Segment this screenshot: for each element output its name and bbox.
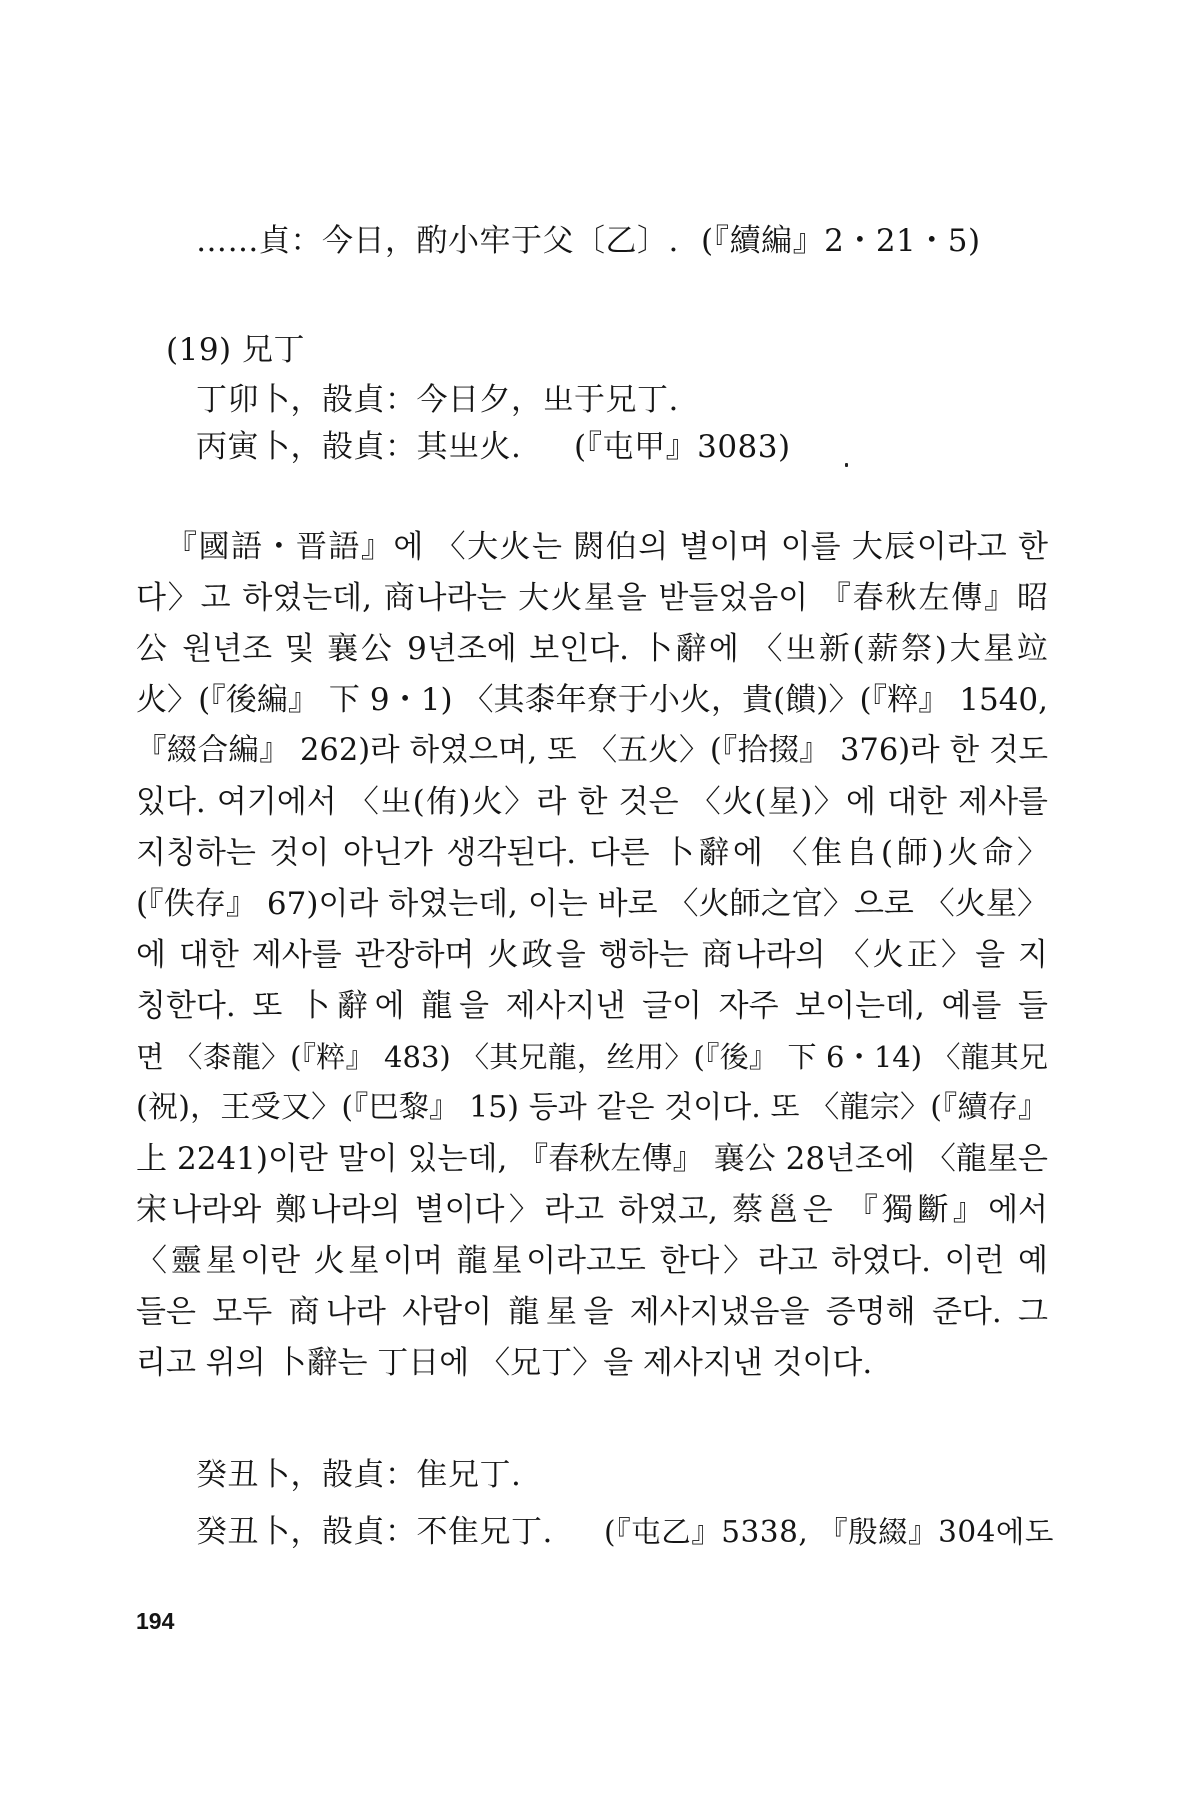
inscription-line: 癸丑卜，㱿貞：隹兄丁. xyxy=(196,1457,522,1493)
paragraph-line: 宋나라와 鄭나라의 별이다〉라고 하였고, 蔡邕은 『獨斷』에서 xyxy=(136,1192,1048,1228)
paragraph-line: 火〉(『後編』 下 9・1) 〈其桼年尞于小火，貴(饋)〉(『粹』 1540, xyxy=(136,682,1048,718)
paragraph-line: 『國語・晋語』에 〈大火는 閼伯의 별이며 이를 大辰이라고 한 xyxy=(166,529,1048,565)
paragraph-line: 〈靈星이란 火星이며 龍星이라고도 한다〉라고 하였다. 이런 예 xyxy=(136,1243,1048,1279)
paragraph-line: 에 대한 제사를 관장하며 火政을 행하는 商나라의 〈火正〉을 지 xyxy=(136,937,1048,973)
paragraph-line: (『佚存』 67)이라 하였는데, 이는 바로 〈火師之官〉으로 〈火星〉 xyxy=(136,886,1048,922)
inscription-line: 丙寅卜，㱿貞：其㞢火. xyxy=(196,429,522,465)
top-inscription xyxy=(196,221,679,261)
paragraph-line: 리고 위의 卜辭는 丁日에 〈兄丁〉을 제사지낸 것이다. xyxy=(136,1345,873,1381)
paragraph-line: 들은 모두 商나라 사람이 龍星을 제사지냈음을 증명해 준다. 그 xyxy=(136,1294,1048,1330)
inscription-line: 癸丑卜，㱿貞：不隹兄丁. xyxy=(196,1514,553,1550)
inscription-citation: (『屯乙』5338, 『殷綴』304에도 xyxy=(604,1515,1054,1549)
section-heading: (19) 兄丁 xyxy=(166,332,305,368)
paragraph-line: 『綴合編』 262)라 하였으며, 또 〈五火〉(『拾掇』 376)라 한 것도 xyxy=(136,733,1048,768)
paragraph-line: 칭한다. 또 卜辭에 龍을 제사지낸 글이 자주 보이는데, 예를 들 xyxy=(136,988,1048,1024)
paragraph-line: 上 2241)이란 말이 있는데, 『春秋左傳』 襄公 28년조에 〈龍星은 xyxy=(136,1141,1048,1177)
paragraph-line: 면 〈桼龍〉(『粹』 483) 〈其兄龍，丝用〉(『後』 下 6・14) 〈龍其兄 xyxy=(136,1040,1048,1074)
print-speck xyxy=(845,463,848,467)
inscription-citation: (『屯甲』3083) xyxy=(574,429,791,465)
top-inscription-text: ……貞：今日，酌小牢于父〔乙〕. xyxy=(196,223,679,259)
paragraph-line: 다〉고 하였는데, 商나라는 大火星을 받들었음이 『春秋左傳』昭 xyxy=(136,580,1048,616)
paragraph-line: (祝)，王受又〉(『巴黎』 15) 등과 같은 것이다. 또 〈龍宗〉(『續存』 xyxy=(136,1090,1048,1125)
paragraph-line: 公 원년조 및 襄公 9년조에 보인다. 卜辭에 〈㞢新(薪祭)大星竝 xyxy=(136,631,1048,667)
paragraph-line: 있다. 여기에서 〈㞢(侑)火〉라 한 것은 〈火(星)〉에 대한 제사를 xyxy=(136,784,1048,820)
inscription-line: 丁卯卜，㱿貞：今日夕，㞢于兄丁. xyxy=(196,382,679,418)
paragraph-line: 지칭하는 것이 아닌가 생각된다. 다른 卜辭에 〈隹𠂤(師)火命〉 xyxy=(136,835,1048,871)
top-inscription-citation: (『續編』2・21・5) xyxy=(701,223,981,259)
page-number: 194 xyxy=(136,1608,175,1634)
